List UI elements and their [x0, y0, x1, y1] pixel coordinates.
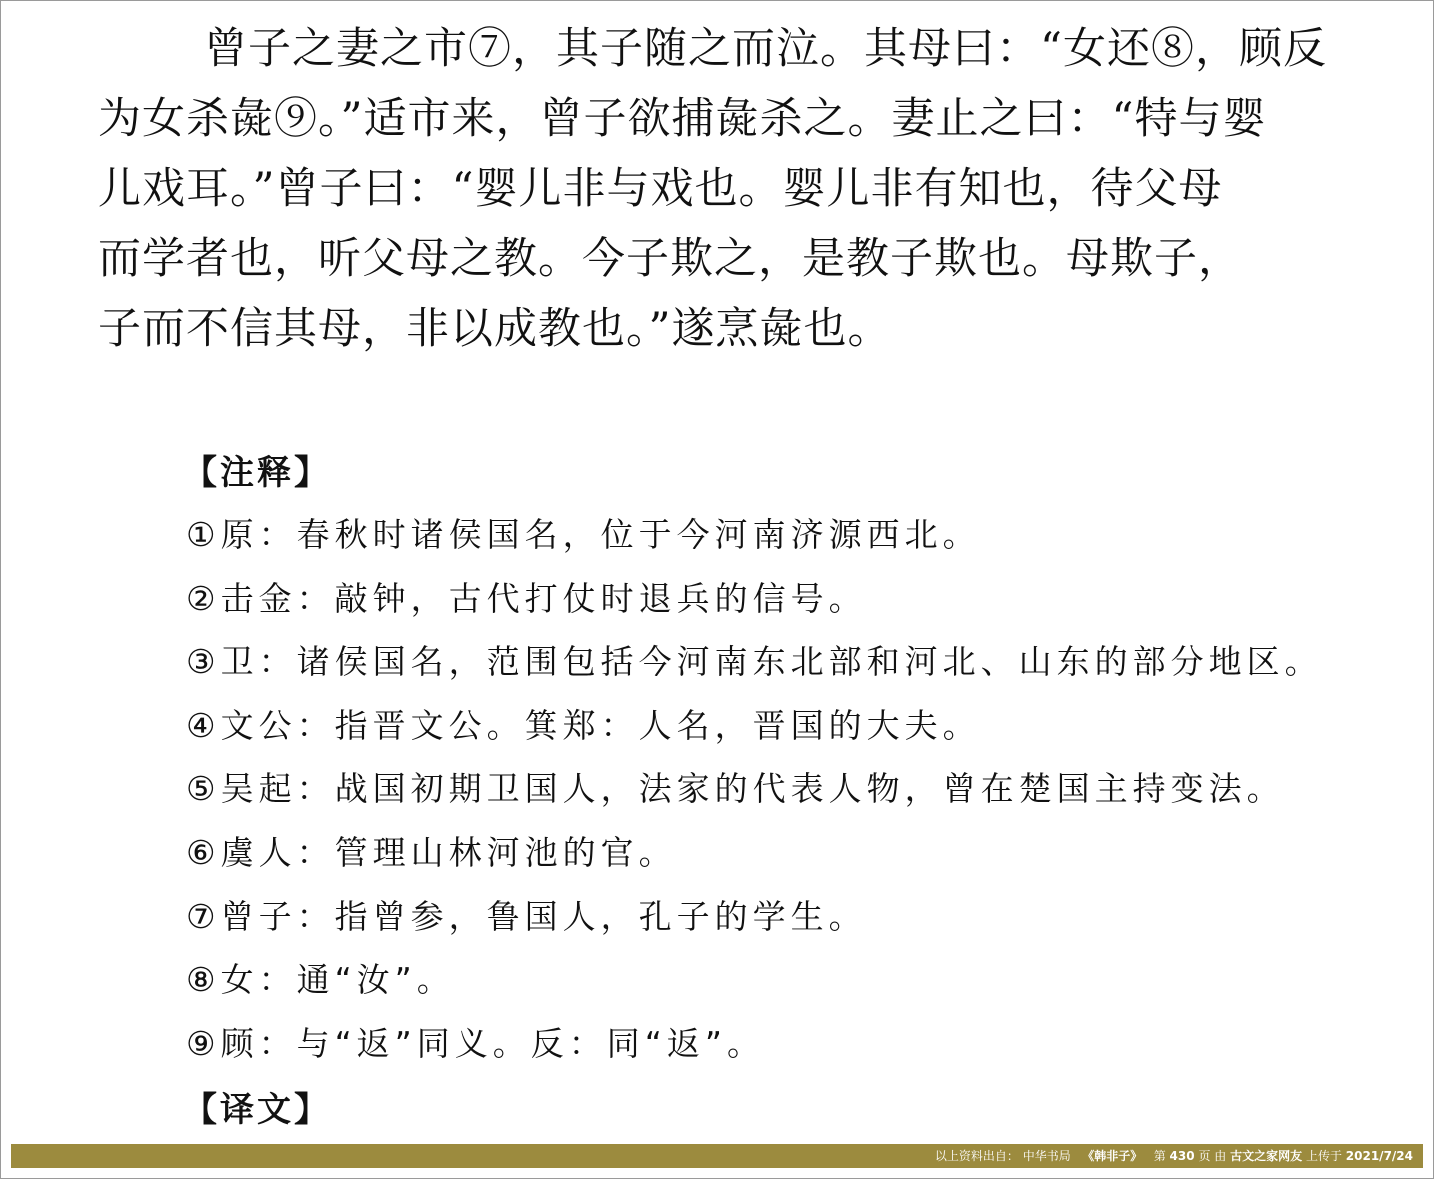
note-item: ①原：春秋时诸侯国名，位于今河南济源西北。 [186, 515, 981, 554]
classical-passage [98, 14, 1388, 364]
book-title: 《韩非子》 [1082, 1149, 1143, 1163]
note-item: ②击金：敲钟，古代打仗时退兵的信号。 [186, 578, 867, 618]
source-label: 以上资料出自： [934, 1149, 1019, 1163]
page-number: 430 [1169, 1149, 1195, 1163]
page-suffix: 页 由 [1198, 1149, 1227, 1163]
note-item: ④文公：指晋文公。箕郑：人名，晋国的大夫。 [186, 705, 981, 745]
passage-line: 子而不信其母，非以成教也。”遂烹彘也。 [98, 304, 892, 354]
notes-heading: 【注释】 [183, 453, 331, 493]
passage-line: 儿戏耳。”曾子曰：“婴儿非与戏也。婴儿非有知也，待父母 [98, 164, 1223, 214]
page-prefix: 第 [1153, 1149, 1166, 1163]
upload-date: 2021/7/24 [1345, 1149, 1413, 1163]
note-item: ⑨顾：与“返”同义。反：同“返”。 [186, 1023, 765, 1063]
source-footer-bar [11, 1144, 1423, 1168]
uploader: 古文之家网友 [1230, 1149, 1303, 1163]
notes-list [186, 503, 1323, 1075]
uploaded-label: 上传于 [1305, 1149, 1342, 1163]
publisher: 中华书局 [1022, 1149, 1071, 1163]
note-item: ⑧女：通“汝”。 [186, 960, 455, 1000]
passage-line: 为女杀彘⑨。”适市来，曾子欲捕彘杀之。妻止之曰：“特与婴 [98, 94, 1267, 144]
note-item: ⑤吴起：战国初期卫国人，法家的代表人物，曾在楚国主持变法。 [186, 769, 1285, 809]
note-item: ⑥虞人：管理山林河池的官。 [186, 832, 677, 872]
note-item: ③卫：诸侯国名，范围包括今河南东北部和河北、山东的部分地区。 [186, 642, 1323, 682]
passage-line: 而学者也，听父母之教。今子欺之，是教子欺也。母欺子， [98, 234, 1242, 284]
translation-heading: 【译文】 [183, 1090, 331, 1130]
passage-line: 曾子之妻之市⑦，其子随之而泣。其母曰：“女还⑧，顾反 [204, 24, 1327, 74]
note-item: ⑦曾子：指曾参，鲁国人，孔子的学生。 [186, 896, 867, 936]
